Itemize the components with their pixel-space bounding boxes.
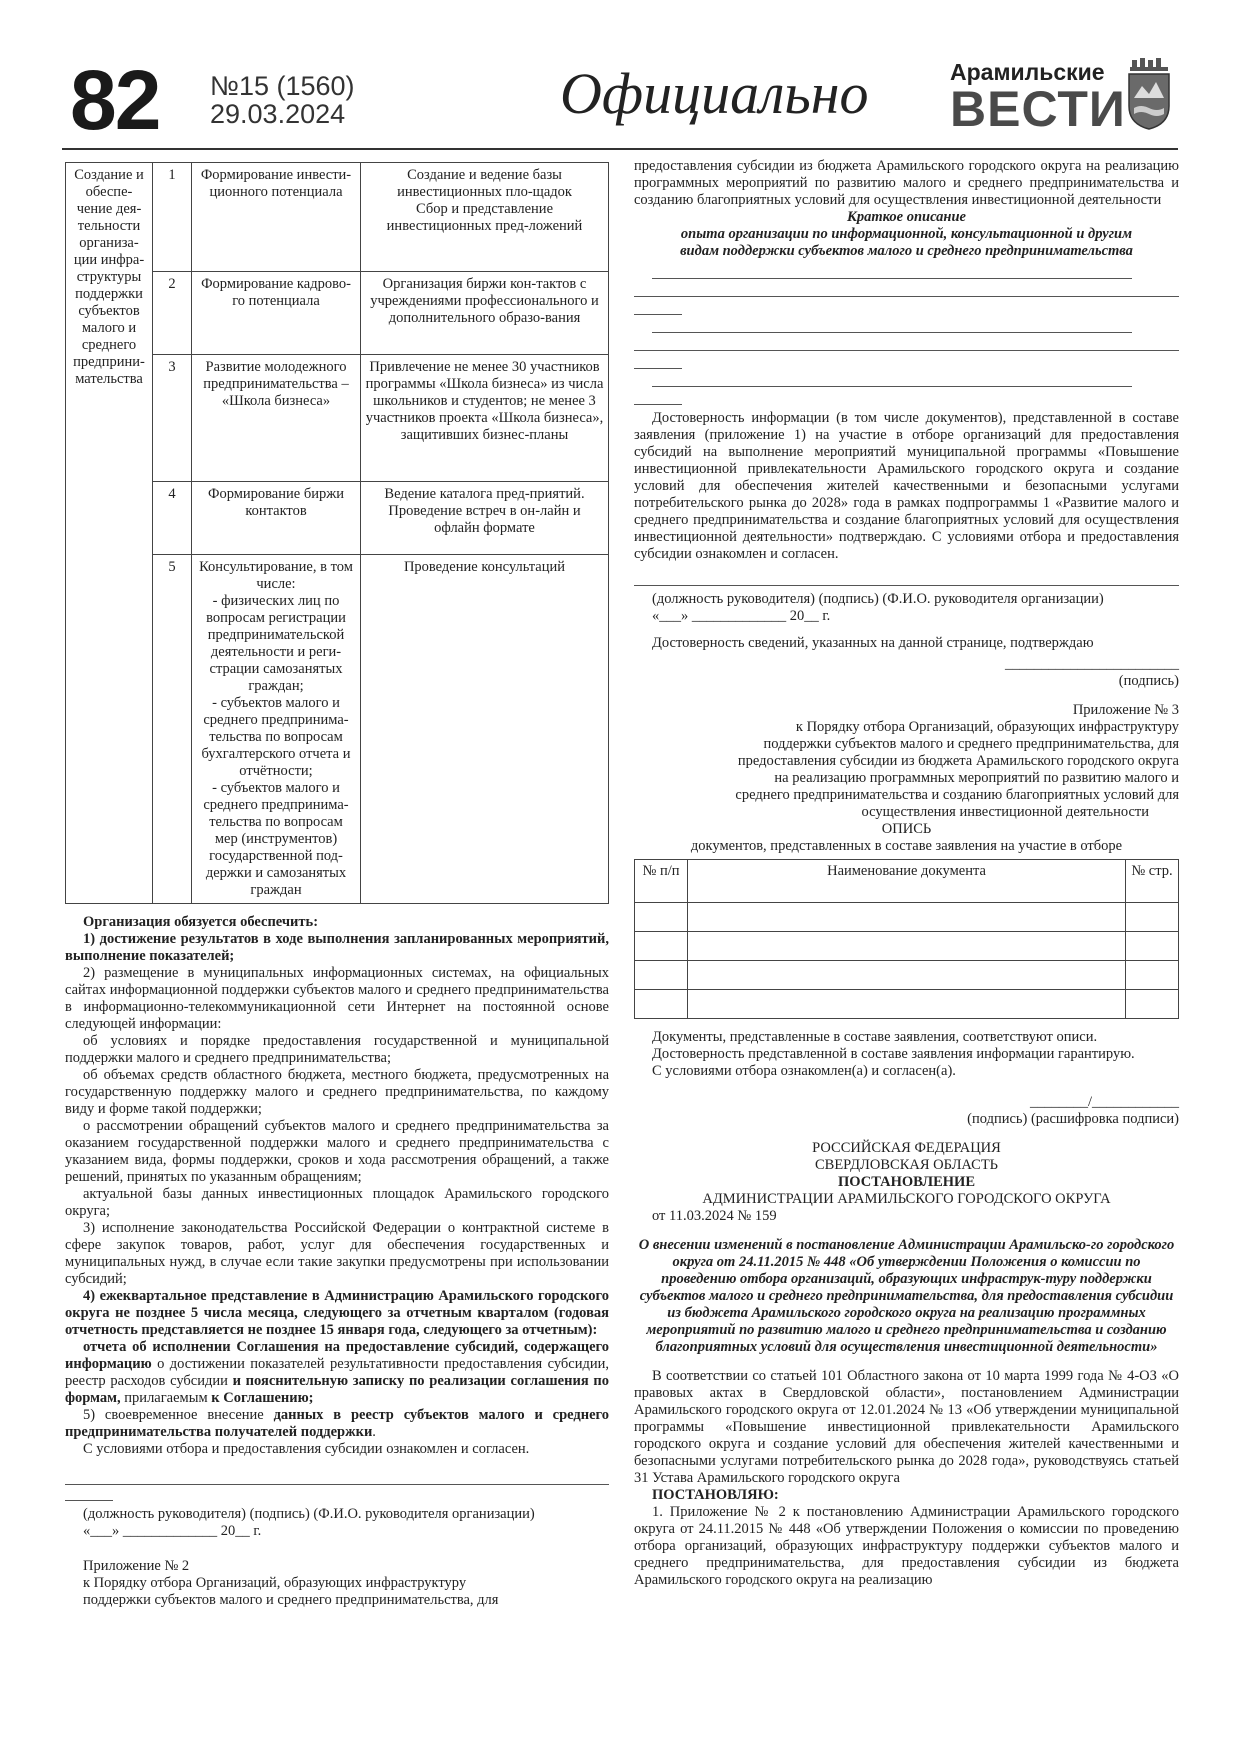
table-cell: 4	[153, 482, 192, 555]
blank-lines	[634, 266, 1179, 405]
table-cell	[1126, 932, 1179, 961]
table-cell	[1126, 903, 1179, 932]
table-cell: Проведение консультаций	[361, 555, 609, 904]
text-span: о достижении показателей результативности предоставления субсидии, реестр расходов субсидии	[65, 1356, 609, 1389]
text-span: 5) своевременное внесение	[83, 1407, 264, 1423]
appendix-line: к Порядку отбора Организаций, образующих инфраструктуру	[83, 1575, 467, 1591]
obligation-subitem: об условиях и порядке предоставления государственной и муниципальной поддержки малого и среднего предпринимательства;	[65, 1033, 609, 1066]
obligation-subitem: о рассмотрении обращений субъектов малого и среднего предпринимательства за оказанием государственной поддержки малого и среднего предпринимательства с указанием вида, формы поддержки, сроков и хода рассмотрения обращений, а также решений, принятых по указанным обращениям;	[65, 1118, 609, 1185]
table-cell	[688, 932, 1126, 961]
signature-caption: (должность руководителя) (подпись) (Ф.И.О. руководителя организации)	[83, 1506, 535, 1522]
obligation-subitem: актуальной базы данных инвестиционных площадок Арамильского городского округа;	[65, 1186, 609, 1219]
blank-line	[634, 284, 1179, 297]
table-row	[635, 961, 1179, 990]
obligation-subitem: об объемах средств областного бюджета, местного бюджета, предусмотренных на государственную поддержку малого и среднего предпринимательства, по каждому виду и форме такой поддержки;	[65, 1067, 609, 1117]
table-cell	[635, 903, 688, 932]
decree-resolve: ПОСТАНОВЛЯЮ:	[652, 1487, 779, 1503]
blank-line	[634, 302, 682, 315]
brief-title: Краткое описание	[847, 209, 966, 225]
right-column	[634, 158, 1179, 1589]
obligation-item: 3) исполнение законодательства Российской Федерации о контрактной системе в сфере закупок товаров, работ, услуг для обеспечения государственных и муниципальных нужд, в случае если такие закупки предусмотрены при использовании субсидий;	[65, 1220, 609, 1287]
appendix-line: к Порядку отбора Организаций, образующих инфраструктуру	[795, 719, 1179, 735]
issue-number: №15 (1560)	[210, 71, 355, 101]
issue-info	[210, 72, 355, 128]
blank-line	[652, 374, 1132, 387]
decree-type: ПОСТАНОВЛЕНИЕ	[837, 1174, 975, 1190]
text-span: прилагаемым	[120, 1390, 212, 1406]
decree-clause: 1. Приложение № 2 к постановлению Администрации Арамильского городского округа от 24.11.2015 № 448 «Об утверждении Положения о комиссии по проведению отбора организаций, образующих инфраструктуру поддержки субъектов малого и среднего предпринимательства, для предоставления субсидии из бюджета Арамильского городского округа на реализацию	[634, 1504, 1179, 1588]
header-rule	[62, 148, 1178, 150]
obligation-item	[65, 1339, 609, 1407]
obligations-block	[65, 914, 609, 1458]
appendix-line: среднего предпринимательства и созданию благоприятных условий для	[735, 787, 1179, 803]
table-header: Наименование документа	[688, 860, 1126, 903]
masthead-logo	[950, 59, 1126, 137]
text-span: .	[372, 1424, 376, 1440]
table-cell	[688, 903, 1126, 932]
signature-line	[634, 573, 1179, 586]
table-header: № стр.	[1126, 860, 1179, 903]
table-cell: 5	[153, 555, 192, 904]
date-line: «___» _____________ 20__ г.	[83, 1523, 262, 1539]
table-cell	[1126, 961, 1179, 990]
appendix-line: осуществления инвестиционной деятельности	[861, 804, 1149, 820]
table-cell	[1126, 990, 1179, 1019]
obligation-item: 2) размещение в муниципальных информационных системах, на официальных сайтах информационной поддержки субъектов малого и среднего предпринимательства в информационно-телекоммуникационной сети Интернет на постоянной основе следующей информации:	[65, 965, 609, 1032]
table-cell: 2	[153, 272, 192, 355]
signature-caption: (подпись)	[1118, 673, 1179, 689]
coat-of-arms-icon	[1126, 58, 1172, 130]
appendix-line: предоставления субсидии из бюджета Арамильского городского округа	[737, 753, 1179, 769]
left-column	[65, 162, 609, 1609]
appendix-line: поддержки субъектов малого и среднего предпринимательства, для	[763, 736, 1179, 752]
decree-date-number: от 11.03.2024 № 159	[652, 1208, 777, 1224]
table-cell: Создание и ведение базы инвестиционных пло-щадок Сбор и представление инвестиционных пред-ложений	[361, 163, 609, 272]
confirm-statement: Достоверность сведений, указанных на данной странице, подтверждаю	[652, 635, 1094, 651]
continuation-text: предоставления субсидии из бюджета Арамильского городского округа на реализацию программных мероприятий по развитию малого и среднего предпринимательства и созданию благоприятных условий для осуществления инвестиционной деятельности	[634, 158, 1179, 208]
region-heading: СВЕРДЛОВСКАЯ ОБЛАСТЬ	[814, 1157, 999, 1173]
masthead-bottom: ВЕСТИ	[950, 81, 1126, 137]
decree-title: О внесении изменений в постановление Администрации Арамильско-го городского округа от 24.11.2015 № 448 «Об утверждении Положения о комиссии по проведению отбора организаций, образующих инфраструк-туру поддержки субъектов малого и среднего предпринимательства, для предоставления субсидии из бюджета Арамильского городского округа на реализацию программных мероприятий по развитию малого и среднего предпринимательства и созданию благоприятных условий для осуществления инвестиционной деятельности»	[638, 1237, 1175, 1355]
table-cell: Развитие молодежного предпринимательства – «Школа бизнеса»	[192, 355, 361, 482]
text-bold: к Соглашению;	[211, 1390, 314, 1406]
table-cell: Формирование биржи контактов	[192, 482, 361, 555]
obligation-item: 4) ежеквартальное представление в Администрацию Арамильского городского округа не позднее 5 числа месяца, следующего за отчетным кварталом (годовая отчетность представляется не позднее 15 января года, следующего за отчетным):	[65, 1288, 609, 1338]
signature-line	[65, 1472, 609, 1485]
text-bold: и пояснительную записку по реализации соглашения по формам,	[65, 1373, 610, 1406]
inventory-title: ОПИСЬ	[881, 821, 932, 837]
signature-line: ________/____________	[1029, 1094, 1179, 1110]
table-header: № п/п	[635, 860, 688, 903]
signature-caption: (подпись) (расшифровка подписи)	[967, 1111, 1179, 1127]
blank-line	[634, 356, 682, 369]
signature-line: ________________________	[1005, 656, 1179, 672]
table-row	[66, 163, 609, 272]
table-cell: 1	[153, 163, 192, 272]
appendix-title: Приложение № 3	[1072, 702, 1179, 718]
text-bold: данных в реестр субъектов малого и среднего предпринимательства получателей поддержки	[65, 1407, 609, 1440]
signature-line	[65, 1488, 113, 1501]
table-cell: 3	[153, 355, 192, 482]
decree-preamble: В соответствии со статьей 101 Областного закона от 10 марта 1999 года № 4-ОЗ «О правовых актах в Свердловской области», постановлением Администрации Арамильского городского округа от 12.01.2024 № 13 «Об утверждении муниципальной программы «Повышение инвестиционной привлекательности Арамильского городского округа и создание условий для обеспечения жителей качественными и безопасными услугами потребительского рынка до 2028 года», руководствуясь статьей 31 Устава Арамильского городского округа	[634, 1368, 1179, 1486]
table-cell	[688, 961, 1126, 990]
appendix-title: Приложение № 2	[83, 1558, 190, 1574]
appendix-line: на реализацию программных мероприятий по развитию малого и	[774, 770, 1179, 786]
support-measures-table	[65, 162, 609, 904]
table-cell	[688, 990, 1126, 1019]
table-cell: Ведение каталога пред-приятий. Проведение встреч в он-лайн и офлайн формате	[361, 482, 609, 555]
table-cell	[635, 990, 688, 1019]
obligation-item	[65, 1407, 609, 1441]
blank-line	[634, 392, 682, 405]
brief-subtitle: опыта организации по информационной, консультационной и другим видам поддержки субъектов малого и среднего предпринимательства	[680, 226, 1133, 259]
date-line: «___» _____________ 20__ г.	[652, 608, 831, 624]
table-cell: Привлечение не менее 30 участников программы «Школа бизнеса» из числа школьников и студентов; не менее 3 участников проекта «Школа бизнеса», защитивших бизнес-планы	[361, 355, 609, 482]
blank-line	[652, 266, 1132, 279]
guarantee-statement: Достоверность представленной в составе заявления информации гарантирую.	[652, 1046, 1135, 1062]
inventory-table	[634, 859, 1179, 1019]
inventory-subtitle: документов, представленных в составе заявления на участие в отборе	[690, 838, 1123, 854]
admin-heading: АДМИНИСТРАЦИИ АРАМИЛЬСКОГО ГОРОДСКОГО ОКРУГА	[702, 1191, 1111, 1207]
table-cell	[635, 961, 688, 990]
table-cell: Создание и обеспе-чение дея-тельности организа-ции инфра-структуры поддержки субъектов малого и среднего предприни-мательства	[66, 163, 153, 904]
page-number: 82	[70, 53, 160, 147]
obligation-item: 1) достижение результатов в ходе выполнения запланированных мероприятий, выполнение показателей;	[65, 931, 609, 964]
table-row	[635, 903, 1179, 932]
appendix-line: поддержки субъектов малого и среднего предпринимательства, для	[83, 1592, 499, 1608]
table-cell	[635, 932, 688, 961]
blank-line	[652, 320, 1132, 333]
table-cell: Формирование инвести-ционного потенциала	[192, 163, 361, 272]
masthead-top: Арамильские	[950, 59, 1105, 85]
agree-statement: С условиями отбора и предоставления субсидии ознакомлен и согласен.	[83, 1441, 530, 1457]
reliability-statement: Достоверность информации (в том числе документов), представленной в составе заявления (приложение 1) на участие в отборе организаций для предоставления субсидий на выполнение мероприятий муниципальной программы «Повышение инвестиционной привлекательности Арамильского городского округа и создание условий для обеспечения жителей качественными и безопасными услугами потребительского рынка до 2028» года в рамках подпрограммы 1 «Развитие малого и среднего предпринимательства и создание благоприятных условий для осуществления инвестиционной деятельности» подтверждаю. С условиями отбора и предоставления субсидии ознакомлен и согласен.	[634, 410, 1179, 562]
table-cell: Консультирование, в том числе: - физических лиц по вопросам регистрации предпринимательской деятельности и реги-страции самозанятых граждан; - субъектов малого и среднего предпринима-тельства по вопросам бухгалтерского отчета и отчётности; - субъектов малого и среднего предпринима-тельства по вопросам мер (инструментов) государственной под-держки и самозанятых граждан	[192, 555, 361, 904]
country-heading: РОССИЙСКАЯ ФЕДЕРАЦИЯ	[812, 1140, 1001, 1156]
text-bold: отчета об исполнении Соглашения на предоставление субсидий, содержащего информацию	[65, 1339, 609, 1372]
decree-header	[634, 1140, 1179, 1225]
obligations-title: Организация обязуется обеспечить:	[83, 914, 319, 930]
table-header-row	[635, 860, 1179, 903]
table-row	[635, 990, 1179, 1019]
docs-statement: Документы, представленные в составе заявления, соответствуют описи.	[652, 1029, 1098, 1045]
issue-date: 29.03.2024	[210, 99, 346, 129]
agree-statement: С условиями отбора ознакомлен(а) и согласен(а).	[652, 1063, 956, 1079]
blank-line	[634, 338, 1179, 351]
table-cell: Формирование кадрово-го потенциала	[192, 272, 361, 355]
table-cell: Организация биржи кон-тактов с учреждениями профессионального и дополнительного образо-вания	[361, 272, 609, 355]
signature-caption: (должность руководителя) (подпись) (Ф.И.О. руководителя организации)	[652, 591, 1104, 607]
rubric-title: Официально	[560, 61, 869, 126]
table-row	[635, 932, 1179, 961]
